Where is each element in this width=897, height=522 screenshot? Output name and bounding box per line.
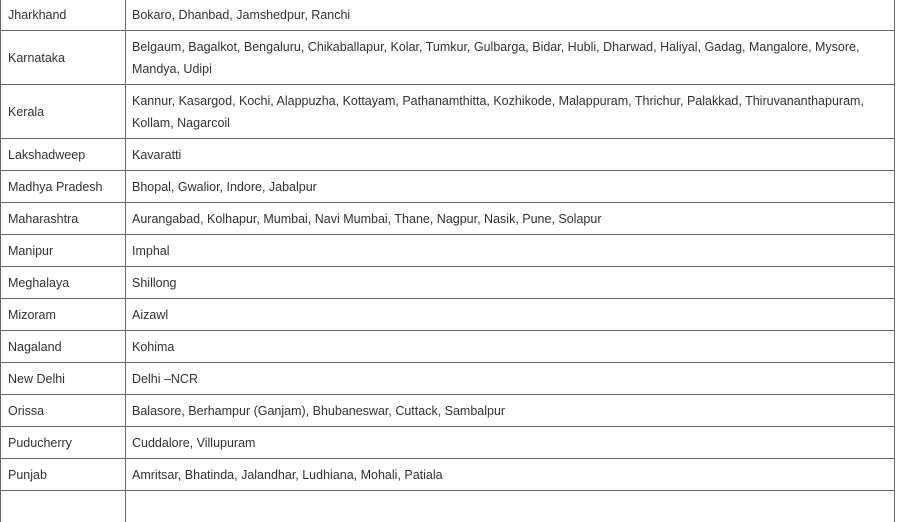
state-cell	[1, 491, 126, 522]
table-row	[1, 395, 895, 427]
table-row	[1, 139, 895, 171]
cities-cell: Delhi –NCR	[126, 363, 895, 395]
table-row	[1, 267, 895, 299]
state-cell: Kerala	[1, 85, 126, 139]
cities-cell: Amritsar, Bhatinda, Jalandhar, Ludhiana, Mohali, Patiala	[126, 459, 895, 491]
state-cell: Maharashtra	[1, 203, 126, 235]
cities-cell: Kohima	[126, 331, 895, 363]
cities-cell: Kannur, Kasargod, Kochi, Alappuzha, Kottayam, Pathanamthitta, Kozhikode, Malappuram, Thrichur, Palakkad, Thiruvananthapuram, Kollam, Nagarcoil	[126, 85, 895, 139]
state-cell: Puducherry	[1, 427, 126, 459]
state-cell: Nagaland	[1, 331, 126, 363]
state-cell: New Delhi	[1, 363, 126, 395]
table-row	[1, 85, 895, 139]
state-cell: Jharkhand	[1, 0, 126, 31]
cities-cell: Kavaratti	[126, 139, 895, 171]
state-cell: Meghalaya	[1, 267, 126, 299]
state-cell: Punjab	[1, 459, 126, 491]
state-cell: Madhya Pradesh	[1, 171, 126, 203]
state-cell: Lakshadweep	[1, 139, 126, 171]
cities-cell: Balasore, Berhampur (Ganjam), Bhubaneswar, Cuttack, Sambalpur	[126, 395, 895, 427]
table-row	[1, 31, 895, 85]
state-cell: Manipur	[1, 235, 126, 267]
cities-cell: Aurangabad, Kolhapur, Mumbai, Navi Mumbai, Thane, Nagpur, Nasik, Pune, Solapur	[126, 203, 895, 235]
cities-cell: Bhopal, Gwalior, Indore, Jabalpur	[126, 171, 895, 203]
table-row	[1, 203, 895, 235]
cities-cell: Imphal	[126, 235, 895, 267]
table-row	[1, 363, 895, 395]
table-row	[1, 427, 895, 459]
table-row	[1, 171, 895, 203]
state-cell: Orissa	[1, 395, 126, 427]
table-row	[1, 331, 895, 363]
table-row	[1, 491, 895, 522]
cities-cell: Bokaro, Dhanbad, Jamshedpur, Ranchi	[126, 0, 895, 31]
table-row	[1, 235, 895, 267]
table-row	[1, 459, 895, 491]
cities-cell: Belgaum, Bagalkot, Bengaluru, Chikaballapur, Kolar, Tumkur, Gulbarga, Bidar, Hubli, Dharwad, Haliyal, Gadag, Mangalore, Mysore, Mandya, Udipi	[126, 31, 895, 85]
state-cell: Mizoram	[1, 299, 126, 331]
cities-cell: Cuddalore, Villupuram	[126, 427, 895, 459]
cities-cell: Shillong	[126, 267, 895, 299]
state-cell: Karnataka	[1, 31, 126, 85]
table-row	[1, 0, 895, 31]
cities-cell: Aizawl	[126, 299, 895, 331]
cities-cell	[126, 491, 895, 522]
table-row	[1, 299, 895, 331]
